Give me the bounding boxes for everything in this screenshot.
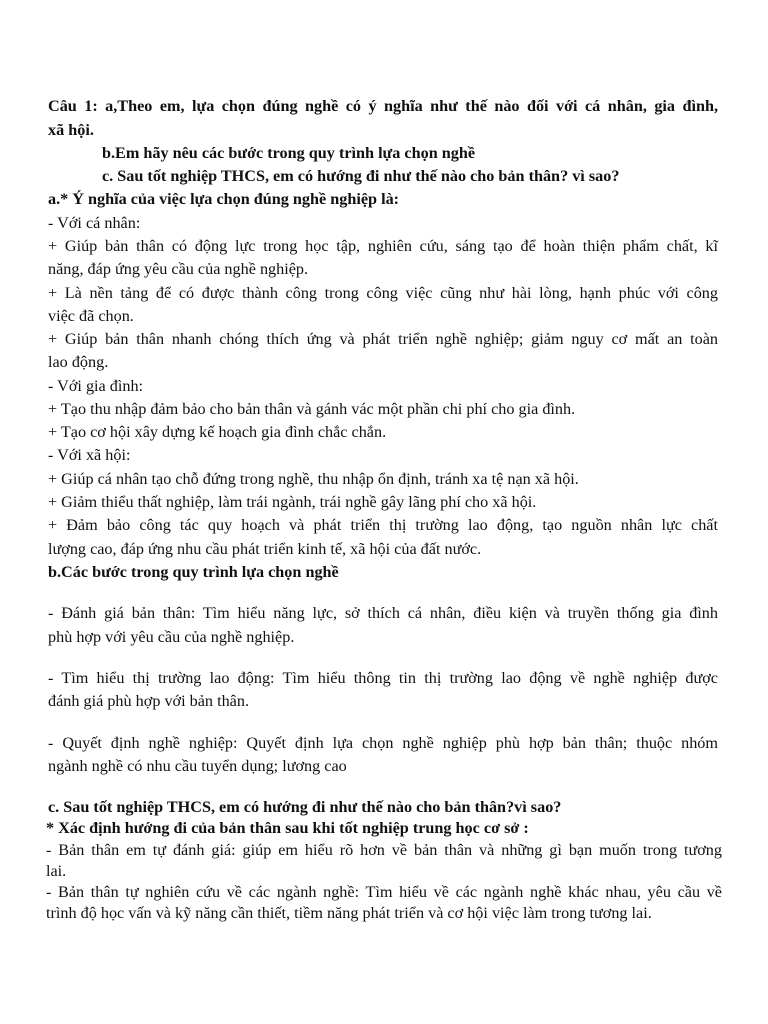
section-c-subheading: * Xác định hướng đi của bản thân sau khi tốt nghiệp trung học cơ sở : bbox=[46, 819, 529, 837]
question-1-b: b.Em hãy nêu các bước trong quy trình lựa chọn nghề bbox=[102, 144, 476, 162]
society-point-3-cont: lượng cao, đáp ứng nhu cầu phát triển kinh tế, xã hội của đất nước. bbox=[48, 540, 482, 558]
individual-point-1: + Giúp bản thân có động lực trong học tập, nghiên cứu, sáng tạo để hoàn thiện phẩm chất, kĩ bbox=[48, 237, 718, 255]
individual-point-1-cont: năng, đáp ứng yêu cầu của nghề nghiệp. bbox=[48, 260, 309, 278]
individual-point-2-cont: việc đã chọn. bbox=[48, 307, 134, 325]
section-c-point-2-cont: trình độ học vấn và kỹ năng cần thiết, tiềm năng phát triển và cơ hội việc làm trong tương lai. bbox=[46, 904, 652, 922]
step-1: - Đánh giá bản thân: Tìm hiểu năng lực, sở thích cá nhân, điều kiện và truyền thống gia đình bbox=[48, 604, 718, 622]
question-1-line-1: Câu 1: a,Theo em, lựa chọn đúng nghề có ý nghĩa như thế nào đối với cá nhân, gia đình, bbox=[48, 97, 718, 115]
section-b-heading: b.Các bước trong quy trình lựa chọn nghề bbox=[48, 563, 339, 581]
section-a-heading: a.* Ý nghĩa của việc lựa chọn đúng nghề nghiệp là: bbox=[48, 190, 400, 208]
individual-point-3: + Giúp bản thân nhanh chóng thích ứng và phát triển nghề nghiệp; giảm nguy cơ mất an toàn bbox=[48, 330, 718, 348]
individual-point-2: + Là nền tảng để có được thành công trong công việc cũng như hài lòng, hạnh phúc với công bbox=[48, 284, 718, 302]
individual-label: - Với cá nhân: bbox=[48, 214, 141, 232]
section-c-heading: c. Sau tốt nghiệp THCS, em có hướng đi như thế nào cho bản thân?vì sao? bbox=[48, 798, 562, 816]
step-1-cont: phù hợp với yêu cầu của nghề nghiệp. bbox=[48, 628, 295, 646]
family-label: - Với gia đình: bbox=[48, 377, 144, 395]
question-1-c: c. Sau tốt nghiệp THCS, em có hướng đi như thế nào cho bản thân? vì sao? bbox=[102, 167, 620, 185]
step-3-cont: ngành nghề có nhu cầu tuyển dụng; lương cao bbox=[48, 757, 347, 775]
step-3: - Quyết định nghề nghiệp: Quyết định lựa chọn nghề nghiệp phù hợp bản thân; thuộc nhóm bbox=[48, 734, 718, 752]
family-point-1: + Tạo thu nhập đảm bảo cho bản thân và gánh vác một phần chi phí cho gia đình. bbox=[48, 400, 576, 418]
section-c-point-2: - Bản thân tự nghiên cứu về các ngành nghề: Tìm hiểu về các ngành nghề khác nhau, yêu cầu về bbox=[46, 883, 722, 901]
society-point-1: + Giúp cá nhân tạo chỗ đứng trong nghề, thu nhập ổn định, tránh xa tệ nạn xã hội. bbox=[48, 470, 579, 488]
step-2: - Tìm hiểu thị trường lao động: Tìm hiểu thông tin thị trường lao động về nghề nghiệp được bbox=[48, 669, 718, 687]
society-point-2: + Giảm thiểu thất nghiệp, làm trái ngành, trái nghề gây lãng phí cho xã hội. bbox=[48, 493, 537, 511]
question-1-line-2: xã hội. bbox=[48, 121, 94, 139]
individual-point-3-cont: lao động. bbox=[48, 353, 109, 371]
section-c-point-1-cont: lai. bbox=[46, 862, 67, 880]
step-2-cont: đánh giá phù hợp với bản thân. bbox=[48, 692, 249, 710]
society-label: - Với xã hội: bbox=[48, 446, 131, 464]
family-point-2: + Tạo cơ hội xây dựng kế hoạch gia đình chắc chắn. bbox=[48, 423, 387, 441]
society-point-3: + Đảm bảo công tác quy hoạch và phát triển thị trường lao động, tạo nguồn nhân lực chất bbox=[48, 516, 718, 534]
section-c-point-1: - Bản thân em tự đánh giá: giúp em hiểu rõ hơn về bản thân và những gì bạn muốn trong tương bbox=[46, 841, 722, 859]
